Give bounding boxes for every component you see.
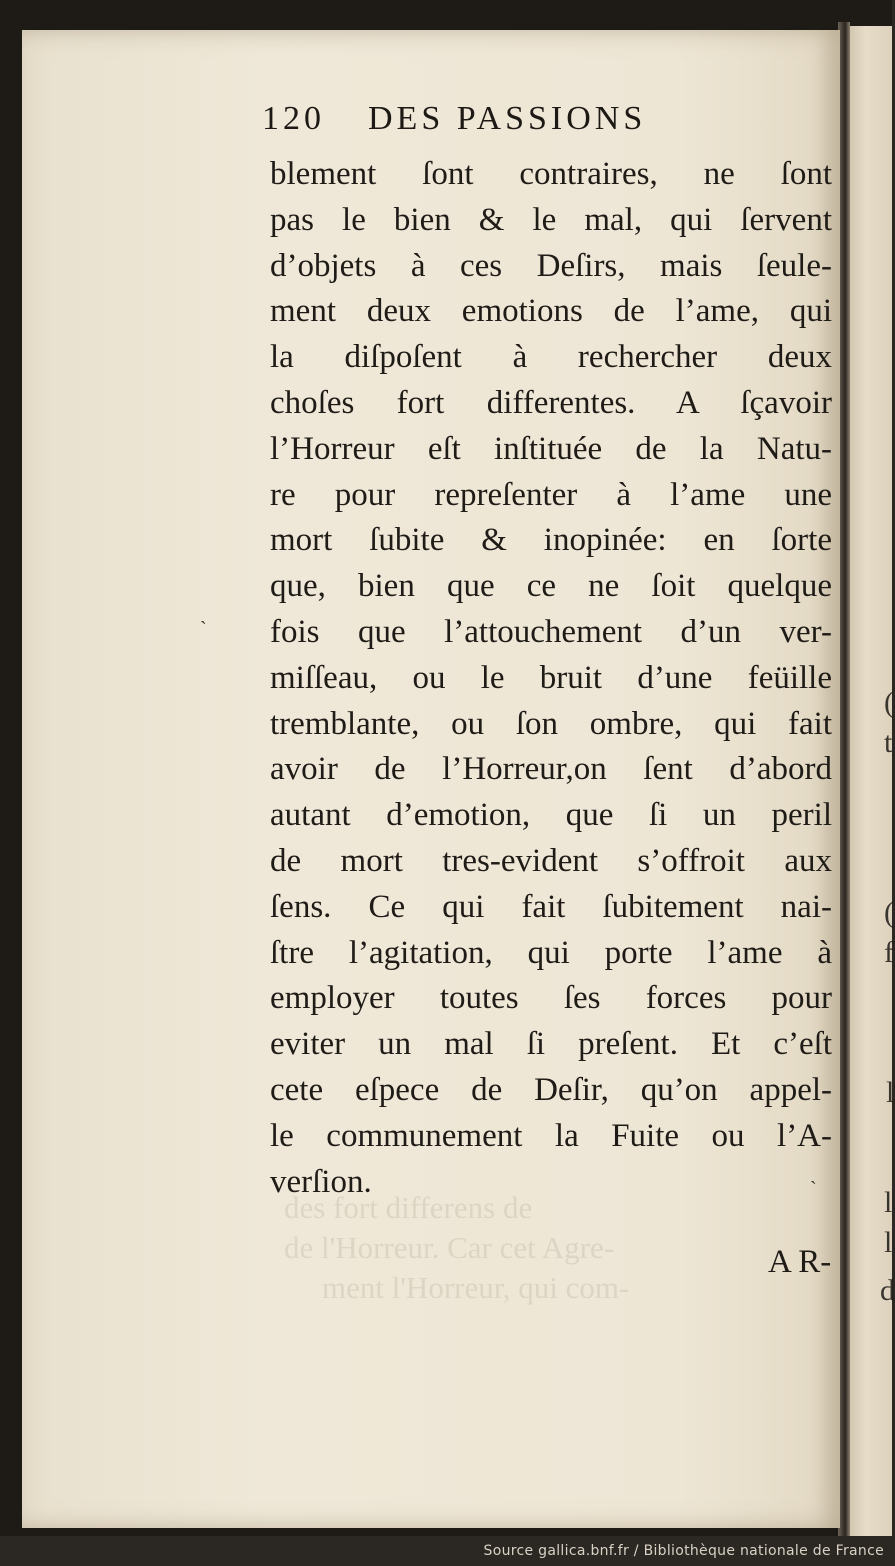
text-line: l’Horreur eſt inſtituée de la Natu- — [270, 430, 832, 467]
body-text — [270, 152, 832, 1205]
text-line: employer toutes ſes forces pour — [270, 980, 832, 1017]
running-title: DES PASSIONS — [368, 100, 647, 137]
text-line: fois que l’attouchement d’un ver- — [270, 613, 832, 650]
text-line: ſtre l’agitation, qui porte l’ame à — [270, 934, 832, 971]
text-line: eviter un mal ſi preſent. Et c’eſt — [270, 1026, 832, 1063]
text-line: cete eſpece de Deſir, qu’on appel- — [270, 1071, 832, 1108]
text-line: que, bien que ce ne ſoit quelque — [270, 568, 832, 605]
bleed-through-text: des fort differens de — [284, 1190, 533, 1225]
source-footer — [0, 1536, 892, 1566]
facing-page-edge: ( t ( f l l l d — [848, 26, 892, 1536]
text-line: le communement la Fuite ou l’A- — [270, 1117, 832, 1154]
text-line: de mort tres-evident s’offroit aux — [270, 842, 832, 879]
text-line: choſes fort differentes. A ſçavoir — [270, 384, 832, 421]
bleed-through-text: ment l'Horreur, qui com- — [322, 1270, 630, 1305]
ink-mark: ˋ — [810, 1178, 817, 1200]
text-line: miſſeau, ou le bruit d’une feüille — [270, 659, 832, 696]
bleed-through-text: de l'Horreur. Car cet Agre- — [284, 1230, 615, 1265]
text-line: blement ſont contraires, ne ſont — [270, 156, 832, 192]
text-line: ſens. Ce qui fait ſubitement nai- — [270, 888, 832, 925]
source-credit: Source gallica.bnf.fr / Bibliothèque nationale de France — [483, 1543, 884, 1559]
text-line: mort ſubite & inopinée: en ſorte — [270, 522, 832, 559]
text-line: la diſpoſent à rechercher deux — [270, 339, 832, 376]
text-line: ment deux emotions de l’ame, qui — [270, 293, 832, 330]
text-line: tremblante, ou ſon ombre, qui fait — [270, 705, 832, 742]
text-line: d’objets à ces Deſirs, mais ſeule- — [270, 247, 832, 284]
catchword: A R- — [768, 1244, 832, 1280]
running-head — [262, 100, 822, 148]
ink-mark: ˋ — [200, 618, 207, 640]
text-line: verſion. — [270, 1163, 372, 1200]
text-line: re pour repreſenter à l’ame une — [270, 476, 832, 513]
text-line: autant d’emotion, que ſi un peril — [270, 797, 832, 834]
text-line: avoir de l’Horreur,on ſent d’abord — [270, 751, 832, 788]
page-number: 120 — [262, 100, 325, 137]
text-line: pas le bien & le mal, qui ſervent — [270, 201, 832, 238]
